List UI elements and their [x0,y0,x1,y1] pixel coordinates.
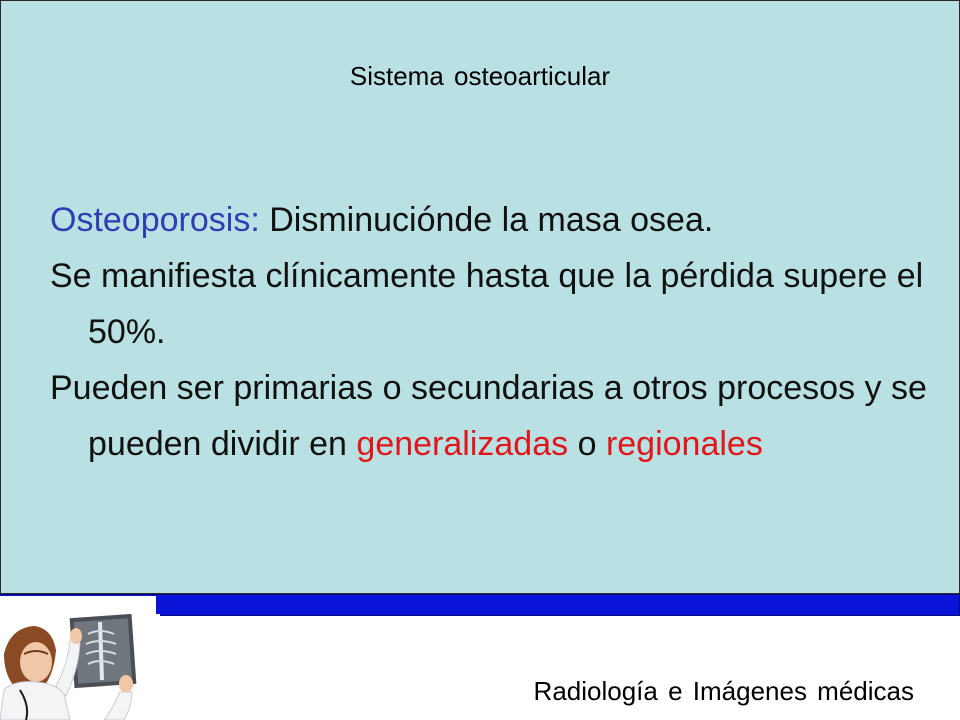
footer-text: Radiología e Imágenes médicas [533,676,914,706]
slide-body [50,192,950,472]
paragraph-manifestation: Se manifiesta clínicamente hasta que la pérdida supere el 50%. [50,257,924,351]
definition-text: Disminucióndе la masa osea. [259,201,714,239]
connector-text: o [568,425,606,463]
doctor-xray-photo [0,614,160,720]
highlight-regionales: regionales [605,425,763,463]
highlight-generalizadas: generalizadas [356,425,569,463]
paragraph-definition [50,192,950,248]
paragraph-classification [50,360,950,472]
classification-text: Pueden ser primarias o secundarias a otros procesos y se pueden dividir en [50,369,927,463]
bar-cutout [0,596,156,616]
term-osteoporosis: Osteoporosis: [50,201,260,239]
slide-title: Sistema osteoarticular [349,61,611,91]
